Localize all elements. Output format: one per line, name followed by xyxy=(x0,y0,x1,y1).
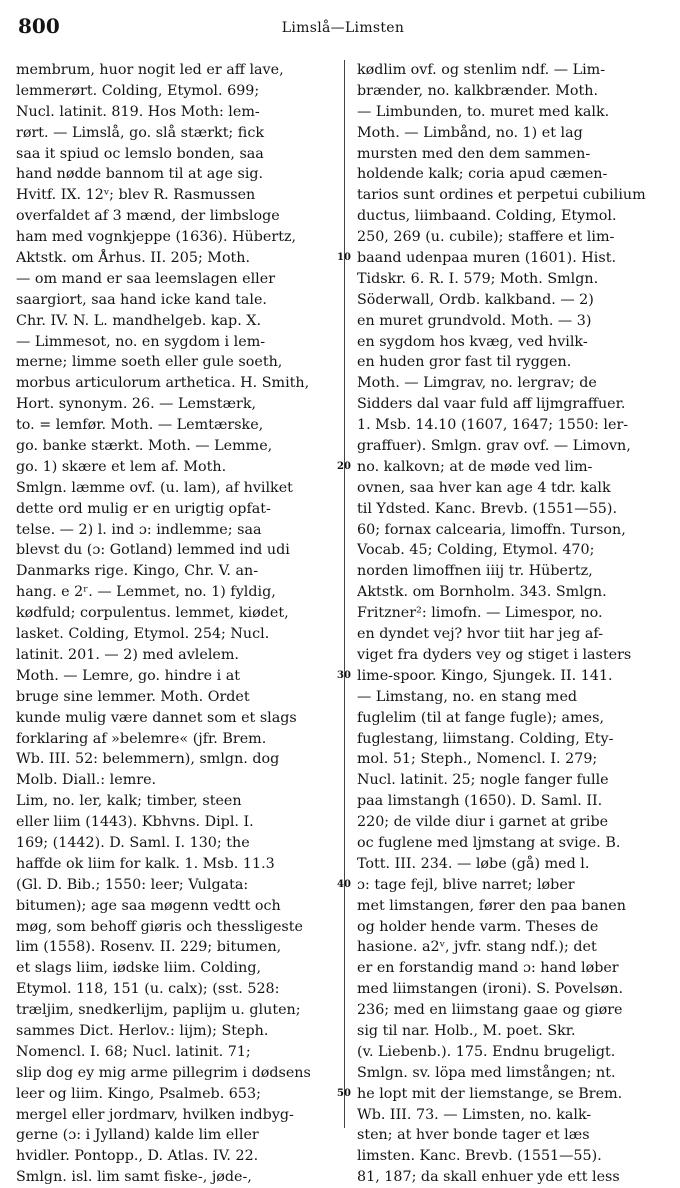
text-line: Nucl. latinit. 25; nogle fanger fulle xyxy=(357,772,609,789)
text-line: Aktstk. om Bornholm. 343. Smlgn. xyxy=(357,584,607,601)
text-line: leer og liim. Kingo, Psalmeb. 653; xyxy=(16,1085,261,1102)
text-line: Sidders dal vaar fuld aff lijmgraffuer. xyxy=(357,396,626,413)
text-line: Smlgn. sv. löpa med limstången; nt. xyxy=(357,1064,616,1081)
text-line: træljim, snedkerlijm, paplijm u. gluten; xyxy=(16,1002,301,1019)
margin-line-number: 50 xyxy=(337,1088,351,1100)
text-line: Smlgn. isl. lim samt fiske-, jøde-, xyxy=(16,1169,252,1186)
text-line: Aktstk. om Århus. II. 205; Moth. xyxy=(16,250,251,267)
text-line: Wb. III. 73. — Limsten, no. kalk- xyxy=(357,1106,592,1123)
text-line: saargiort, saa hand icke kand tale. xyxy=(16,291,267,308)
text-line: baand udenpaa muren (1601). Hist. xyxy=(357,250,616,267)
text-line: og holder hende varm. Theses de xyxy=(357,918,599,935)
column-divider xyxy=(344,60,345,1128)
text-line: sten; at hver bonde tager et læs xyxy=(357,1127,590,1144)
text-line: bitumen); age saa møgenn vedtt och xyxy=(16,897,281,914)
text-line: Hvitf. IX. 12ᵛ; blev R. Rasmussen xyxy=(16,187,256,204)
text-line: lasket. Colding, Etymol. 254; Nucl. xyxy=(16,626,270,643)
text-line: sammes Dict. Herlov.: lijm); Steph. xyxy=(16,1022,269,1039)
text-line: membrum, huor nogit led er aff lave, xyxy=(16,62,284,78)
page-number: 800 xyxy=(18,14,60,38)
margin-line-number: 20 xyxy=(337,461,351,473)
text-line: overfaldet af 3 mænd, der limbsloge xyxy=(16,208,280,225)
text-line: mergel eller jordmarv, hvilken indbyg- xyxy=(16,1106,294,1123)
text-line: sig til nar. Holb., M. poet. Skr. xyxy=(357,1022,576,1039)
text-line: 81, 187; da skall enhuer yde ett less xyxy=(357,1169,620,1186)
text-line: kødfuld; corpulentus. lemmet, kiødet, xyxy=(16,605,289,622)
text-line: graffuer). Smlgn. grav ovf. — Limovn, xyxy=(357,438,631,455)
text-line: Etymol. 118, 151 (u. calx); (sst. 528: xyxy=(16,981,280,998)
text-line: Tott. III. 234. — løbe (gå) med l. xyxy=(357,855,590,872)
text-line: ɔ: tage fejl, blive narret; løber xyxy=(357,876,575,893)
text-line: to. = lemfør. Moth. — Lemtærske, xyxy=(16,417,264,434)
text-line: 250, 269 (u. cubile); staffere et lim- xyxy=(357,229,615,246)
text-line: paa limstangh (1650). D. Saml. II. xyxy=(357,793,603,810)
text-line: ham med vognkjeppe (1636). Hübertz, xyxy=(16,229,297,246)
text-line: Söderwall, Ordb. kalkband. — 2) xyxy=(357,291,594,308)
text-line: blevst du (ɔ: Gotland) lemmed ind udi xyxy=(16,542,290,559)
text-line: et slags liim, iødske liim. Colding, xyxy=(16,960,262,977)
text-line: hand nødde bannom til at age sig. xyxy=(16,166,264,183)
text-line: Danmarks rige. Kingo, Chr. V. an- xyxy=(16,563,259,580)
text-line: brænder, no. kalkbrænder. Moth. xyxy=(357,82,599,99)
text-line: (Gl. D. Bib.; 1550: leer; Vulgata: xyxy=(16,876,249,893)
text-line: Moth. — Lemre, go. hindre i at xyxy=(16,667,240,684)
text-line: til Ydsted. Kanc. Brevb. (1551—55). xyxy=(357,500,618,517)
text-line: latinit. 201. — 2) med avlelem. xyxy=(16,646,239,663)
text-line: tarios sunt ordines et perpetui cubilium xyxy=(357,187,646,204)
text-line: fuglestang, liimstang. Colding, Ety- xyxy=(357,730,614,747)
text-line: med liimstangen (ironi). S. Povelsøn. xyxy=(357,981,624,998)
text-line: Nucl. latinit. 819. Hos Moth: lem- xyxy=(16,103,260,120)
text-line: oc fuglene med ljmstang at svige. B. xyxy=(357,834,621,851)
text-line: hasione. a2ᵛ, jvfr. stang ndf.); det xyxy=(357,939,597,956)
text-line: no. kalkovn; at de møde ved lim- xyxy=(357,458,593,475)
text-line: fuglelim (til at fange fugle); ames, xyxy=(357,709,604,726)
text-line: lemmerørt. Colding, Etymol. 699; xyxy=(16,82,260,99)
text-line: Tidskr. 6. R. I. 579; Moth. Smlgn. xyxy=(357,270,599,287)
left-column xyxy=(16,60,336,1188)
page-header xyxy=(18,14,668,44)
text-line: 236; med en liimstang gaae og giøre xyxy=(357,1002,623,1019)
text-line: Molb. Diall.: lemre. xyxy=(16,772,157,789)
text-line: haffde ok liim for kalk. 1. Msb. 11.3 xyxy=(16,855,275,872)
text-line: Moth. — Limbånd, no. 1) et lag xyxy=(357,124,583,141)
text-line: møg, som behoff giøris och thessligeste xyxy=(16,918,303,935)
text-line: merne; limme soeth eller gule soeth, xyxy=(16,354,283,371)
text-line: Chr. IV. N. L. mandhelgeb. kap. X. xyxy=(16,312,262,329)
text-line: norden limoffnen iiij tr. Hübertz, xyxy=(357,563,593,580)
text-line: kunde mulig være dannet som et slags xyxy=(16,709,297,726)
text-line: 60; fornax calcearia, limoffn. Turson, xyxy=(357,521,626,538)
text-line: ovnen, saa hver kan age 4 tdr. kalk xyxy=(357,479,611,496)
text-line: viget fra dyders vey og stiget i lasters xyxy=(357,646,632,663)
text-line: Vocab. 45; Colding, Etymol. 470; xyxy=(357,542,595,559)
text-line: met limstangen, fører den paa banen xyxy=(357,897,626,914)
text-line: ductus, liimbaand. Colding, Etymol. xyxy=(357,208,617,225)
text-line: en sygdom hos kvæg, ved hvilk- xyxy=(357,333,588,350)
text-line: lim (1558). Rosenv. II. 229; bitumen, xyxy=(16,939,282,956)
text-line: Wb. III. 52: belemmern), smlgn. dog xyxy=(16,751,280,768)
text-line: gerne (ɔ: i Jylland) kalde lim eller xyxy=(16,1127,259,1144)
text-line: Lim, no. ler, kalk; timber, steen xyxy=(16,793,242,810)
text-line: Smlgn. læmme ovf. (u. lam), af hvilket xyxy=(16,479,293,496)
text-line: kødlim ovf. og stenlim ndf. — Lim- xyxy=(357,62,606,78)
text-line: 220; de vilde diur i garnet at gribe xyxy=(357,814,609,831)
text-line: holdende kalk; coria apud cæmen- xyxy=(357,166,608,183)
text-line: Fritzner²: limofn. — Limespor, no. xyxy=(357,605,603,622)
text-line: en dyndet vej? hvor tiit har jeg af- xyxy=(357,626,604,643)
text-line: forklaring af »belemre« (jfr. Brem. xyxy=(16,730,267,747)
text-line: dette ord mulig er en urigtig opfat- xyxy=(16,500,271,517)
text-line: go. 1) skære et lem af. Moth. xyxy=(16,458,227,475)
text-line: telse. — 2) l. ind ɔ: indlemme; saa xyxy=(16,521,262,538)
text-line: — Limmesot, no. en sygdom i lem- xyxy=(16,333,266,350)
text-line: Nomencl. I. 68; Nucl. latinit. 71; xyxy=(16,1043,251,1060)
margin-line-number: 40 xyxy=(337,879,351,891)
running-head: Limslå—Limsten xyxy=(281,20,405,36)
text-line: limsten. Kanc. Brevb. (1551—55). xyxy=(357,1148,602,1165)
text-line: go. banke stærkt. Moth. — Lemme, xyxy=(16,438,273,455)
text-line: — Limbunden, to. muret med kalk. xyxy=(357,103,610,120)
text-line: er en forstandig mand ɔ: hand løber xyxy=(357,960,619,977)
text-line: rørt. — Limslå, go. slå stærkt; fick xyxy=(16,124,265,141)
text-line: en muret grundvold. Moth. — 3) xyxy=(357,312,592,329)
text-line: Moth. — Limgrav, no. lergrav; de xyxy=(357,375,597,392)
text-line: 1. Msb. 14.10 (1607, 1647; 1550: ler- xyxy=(357,417,629,434)
text-line: he lopt mit der liemstange, se Brem. xyxy=(357,1085,623,1102)
text-line: slip dog ey mig arme pillegrim i dødsens xyxy=(16,1064,311,1081)
margin-line-number: 30 xyxy=(337,670,351,682)
text-line: en huden gror fast til ryggen. xyxy=(357,354,572,371)
text-line: eller liim (1443). Kbhvns. Dipl. I. xyxy=(16,814,254,831)
text-line: bruge sine lemmer. Moth. Ordet xyxy=(16,688,250,705)
right-column xyxy=(357,60,669,1188)
text-line: hang. e 2ʳ. — Lemmet, no. 1) fyldig, xyxy=(16,584,276,601)
margin-line-number: 10 xyxy=(337,252,351,264)
text-line: 169; (1442). D. Saml. I. 130; the xyxy=(16,834,250,851)
text-line: hvidler. Pontopp., D. Atlas. IV. 22. xyxy=(16,1148,259,1165)
text-line: — om mand er saa leemslagen eller xyxy=(16,270,276,287)
text-line: (v. Liebenb.). 175. Endnu brugeligt. xyxy=(357,1043,616,1060)
text-line: morbus articulorum arthetica. H. Smith, xyxy=(16,375,310,392)
text-line: — Limstang, no. en stang med xyxy=(357,688,578,705)
text-line: mursten med den dem sammen- xyxy=(357,145,591,162)
text-line: mol. 51; Steph., Nomencl. I. 279; xyxy=(357,751,598,768)
text-line: saa it spiud oc lemslo bonden, saa xyxy=(16,145,264,162)
text-line: Hort. synonym. 26. — Lemstærk, xyxy=(16,396,257,413)
text-line: lime-spoor. Kingo, Sjungek. II. 141. xyxy=(357,667,613,684)
